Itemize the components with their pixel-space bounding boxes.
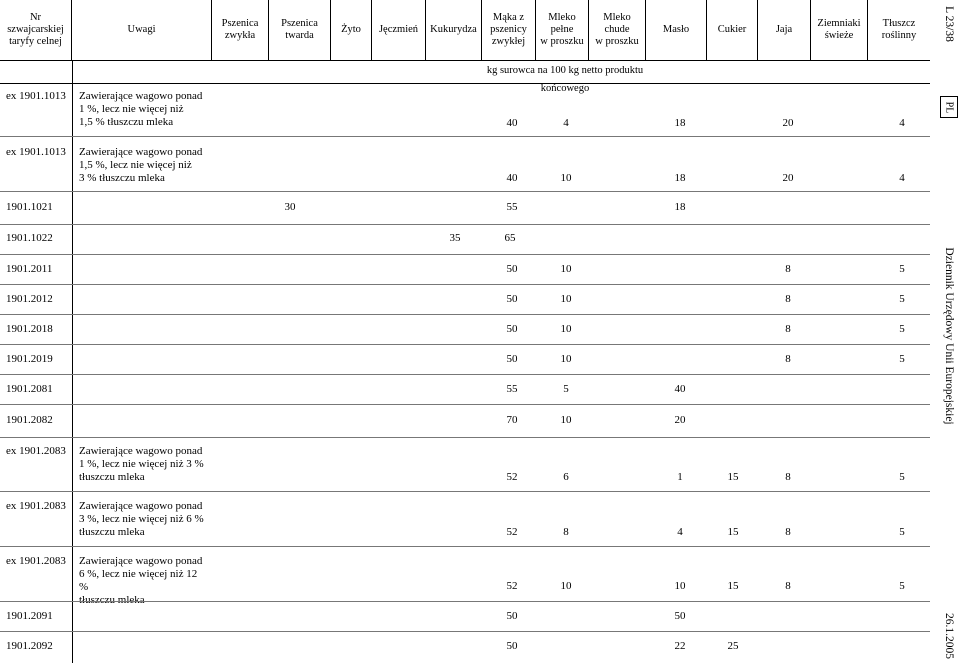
value-maslo: 1 xyxy=(677,471,683,483)
tariff-code: 1901.2081 xyxy=(6,383,53,395)
value-mleko-chude: 10 xyxy=(560,263,572,275)
value-mleko-pelne: 40 xyxy=(506,117,518,129)
value-mleko-chude: 10 xyxy=(560,353,572,365)
unit-note: kg surowca na 100 kg netto produktu końcowego xyxy=(486,65,644,94)
value-mleko-pelne: 50 xyxy=(506,263,518,275)
value-maslo: 18 xyxy=(674,172,686,184)
row-divider xyxy=(0,437,930,438)
value-maslo: 50 xyxy=(674,610,686,622)
value-mleko-chude: 10 xyxy=(560,414,572,426)
row-divider xyxy=(0,631,930,632)
value-tluszcz: 5 xyxy=(899,293,905,305)
value-mleko-chude: 10 xyxy=(560,323,572,335)
value-maslo: 40 xyxy=(674,383,686,395)
column-header: Jęczmień xyxy=(372,0,426,60)
row-divider xyxy=(0,136,930,137)
column-header: Żyto xyxy=(331,0,372,60)
row-divider xyxy=(0,254,930,255)
language-badge xyxy=(940,96,958,118)
value-kukurydza: 35 xyxy=(449,232,461,244)
tariff-code: 1901.2012 xyxy=(6,293,53,305)
value-mleko-pelne: 70 xyxy=(506,414,518,426)
value-jaja: 8 xyxy=(785,526,791,538)
value-tluszcz: 4 xyxy=(899,172,905,184)
column-header: Jaja xyxy=(758,0,811,60)
value-mleko-pelne: 50 xyxy=(506,640,518,652)
value-mleko-pelne: 55 xyxy=(506,201,518,213)
column-header: Ziemniaki świeże xyxy=(811,0,868,60)
column-header: Nr szwajcarskiej taryfy celnej xyxy=(0,0,72,60)
tariff-code: 1901.2011 xyxy=(6,263,53,275)
value-jaja: 8 xyxy=(785,580,791,592)
value-mleko-pelne: 50 xyxy=(506,293,518,305)
value-maslo: 10 xyxy=(674,580,686,592)
column-header: Kukurydza xyxy=(426,0,482,60)
tariff-code: ex 1901.1013 xyxy=(6,146,66,158)
tariff-code: ex 1901.2083 xyxy=(6,445,66,457)
header-divider xyxy=(0,60,930,61)
value-jaja: 8 xyxy=(785,263,791,275)
row-divider xyxy=(0,404,930,405)
tariff-code: 1901.2092 xyxy=(6,640,53,652)
tariff-code: ex 1901.2083 xyxy=(6,555,66,567)
row-divider xyxy=(0,314,930,315)
journal-title: Dziennik Urzędowy Unii Europejskiej xyxy=(943,247,955,425)
tariff-code: 1901.1021 xyxy=(6,201,53,213)
row-divider xyxy=(0,546,930,547)
value-jaja: 8 xyxy=(785,353,791,365)
language-code: PL xyxy=(943,101,955,113)
value-maslo: 18 xyxy=(674,117,686,129)
value-maka: 65 xyxy=(504,232,516,244)
tariff-code: 1901.1022 xyxy=(6,232,53,244)
column-header: Masło xyxy=(646,0,707,60)
value-mleko-pelne: 40 xyxy=(506,172,518,184)
row-divider xyxy=(0,344,930,345)
value-jaja: 8 xyxy=(785,293,791,305)
value-maslo: 20 xyxy=(674,414,686,426)
value-tluszcz: 4 xyxy=(899,117,905,129)
value-jaja: 20 xyxy=(782,172,794,184)
column-header: Tłuszcz roślinny xyxy=(881,18,917,41)
page-reference: L 23/38 xyxy=(943,6,955,42)
value-tluszcz: 5 xyxy=(899,471,905,483)
row-remark: Zawierające wagowo ponad 1 %, lecz nie więcej niż 3 % tłuszczu mleka xyxy=(79,445,204,483)
tariff-code: 1901.2019 xyxy=(6,353,53,365)
row-divider xyxy=(0,224,930,225)
row-remark: Zawierające wagowo ponad 1 %, lecz nie więcej niż 1,5 % tłuszczu mleka xyxy=(79,90,203,128)
value-tluszcz: 5 xyxy=(899,323,905,335)
row-divider xyxy=(0,191,930,192)
value-mleko-chude: 8 xyxy=(563,526,569,538)
column-header: Uwagi xyxy=(72,0,212,60)
value-mleko-pelne: 55 xyxy=(506,383,518,395)
row-remark: Zawierające wagowo ponad 1,5 %, lecz nie więcej niż 3 % tłuszczu mleka xyxy=(79,146,203,184)
value-tluszcz: 5 xyxy=(899,263,905,275)
value-mleko-pelne: 52 xyxy=(506,526,518,538)
tariff-code: 1901.2082 xyxy=(6,414,53,426)
column-header: Pszenica zwykła xyxy=(212,0,269,60)
publication-date: 26.1.2005 xyxy=(943,613,955,659)
value-mleko-chude: 6 xyxy=(563,471,569,483)
value-cukier: 15 xyxy=(727,526,739,538)
value-jaja: 20 xyxy=(782,117,794,129)
value-mleko-chude: 10 xyxy=(560,293,572,305)
column-divider-code xyxy=(72,60,73,663)
tariff-code: 1901.2091 xyxy=(6,610,53,622)
value-mleko-pelne: 50 xyxy=(506,323,518,335)
side-margin xyxy=(938,0,960,663)
row-divider xyxy=(0,601,930,602)
value-mleko-chude: 4 xyxy=(563,117,569,129)
column-header: Mleko pełne w proszku xyxy=(536,0,589,60)
value-pszenica-twarda: 30 xyxy=(284,201,296,213)
value-maslo: 4 xyxy=(677,526,683,538)
row-remark: Zawierające wagowo ponad 6 %, lecz nie więcej niż 12 % tłuszczu mleka xyxy=(79,555,203,606)
value-cukier: 15 xyxy=(727,471,739,483)
value-tluszcz: 5 xyxy=(899,580,905,592)
tariff-code: 1901.2018 xyxy=(6,323,53,335)
value-mleko-pelne: 52 xyxy=(506,580,518,592)
tariff-code: ex 1901.2083 xyxy=(6,500,66,512)
value-mleko-chude: 10 xyxy=(560,172,572,184)
value-maslo: 22 xyxy=(674,640,686,652)
value-tluszcz: 5 xyxy=(899,353,905,365)
header-bottom-rule xyxy=(0,83,930,84)
value-maslo: 18 xyxy=(674,201,686,213)
value-cukier: 25 xyxy=(727,640,739,652)
tariff-code: ex 1901.1013 xyxy=(6,90,66,102)
value-tluszcz: 5 xyxy=(899,526,905,538)
column-header: Mąka z pszenicy zwykłej xyxy=(482,0,536,60)
value-cukier: 15 xyxy=(727,580,739,592)
value-jaja: 8 xyxy=(785,471,791,483)
value-mleko-pelne: 50 xyxy=(506,610,518,622)
row-remark: Zawierające wagowo ponad 3 %, lecz nie więcej niż 6 % tłuszczu mleka xyxy=(79,500,204,538)
value-mleko-chude: 10 xyxy=(560,580,572,592)
column-header: Pszenica twarda xyxy=(269,0,331,60)
column-header: Mleko chude w proszku xyxy=(589,0,646,60)
value-mleko-pelne: 52 xyxy=(506,471,518,483)
value-mleko-chude: 5 xyxy=(563,383,569,395)
column-header: Cukier xyxy=(707,0,758,60)
value-jaja: 8 xyxy=(785,323,791,335)
row-divider xyxy=(0,284,930,285)
value-mleko-pelne: 50 xyxy=(506,353,518,365)
row-divider xyxy=(0,491,930,492)
row-divider xyxy=(0,374,930,375)
